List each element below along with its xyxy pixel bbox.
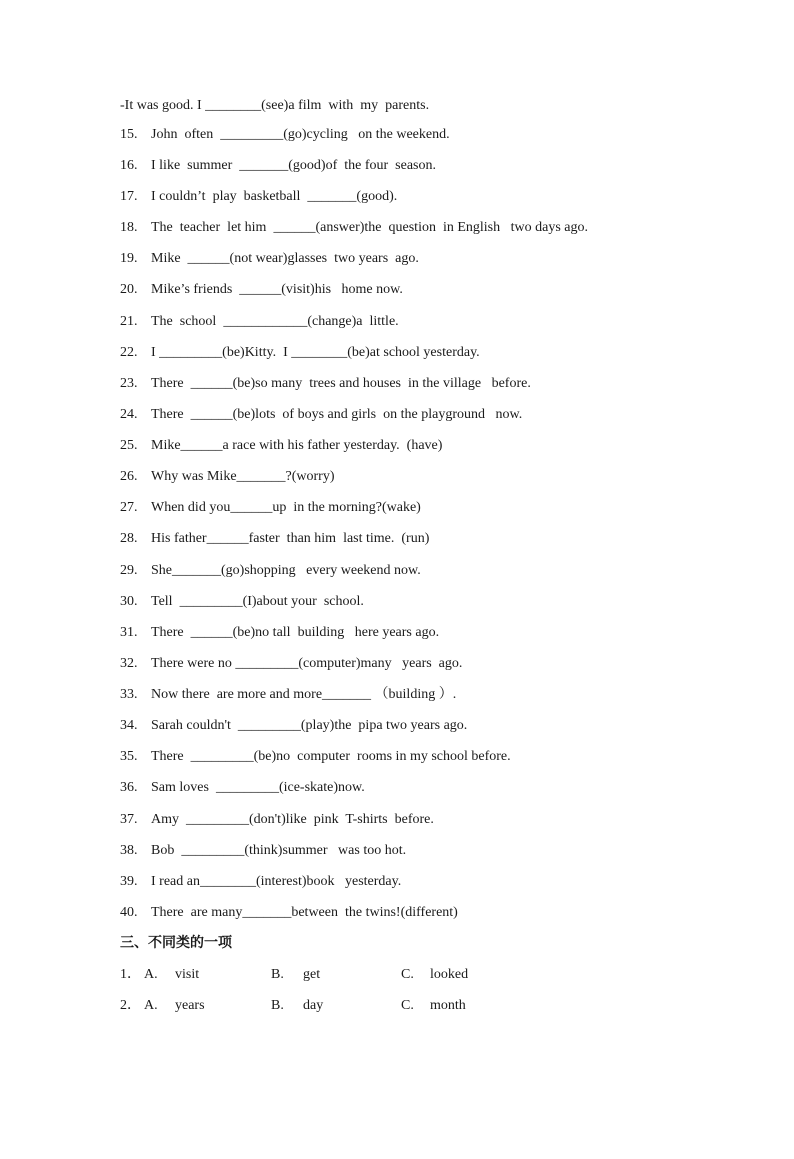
item-text: His father______faster than him last time. (run) xyxy=(151,531,430,546)
option-b-text: day xyxy=(303,998,324,1013)
item-text: There are many_______between the twins!(different) xyxy=(151,905,458,920)
item-text: John often _________(go)cycling on the weekend. xyxy=(151,127,450,142)
item-text: Why was Mike_______?(worry) xyxy=(151,469,335,484)
option-b-text: get xyxy=(303,967,321,982)
option-c-label: C. xyxy=(401,967,414,982)
item-text: Bob _________(think)summer was too hot. xyxy=(151,843,407,858)
exercise-item-25 xyxy=(120,437,442,455)
section-title: 三、不同类的一项 xyxy=(120,935,232,951)
exercise-item-19 xyxy=(120,250,419,268)
item-number: 30. xyxy=(120,594,138,609)
exercise-item-24 xyxy=(120,406,522,424)
exercise-item-33 xyxy=(120,686,456,704)
exercise-item-29 xyxy=(120,562,421,580)
exercise-item-37 xyxy=(120,811,434,829)
exercise-item-21 xyxy=(120,313,399,331)
item-number: 16. xyxy=(120,158,138,173)
exercise-item-17 xyxy=(120,188,397,206)
exercise-item-34 xyxy=(120,717,467,735)
option-a-text: visit xyxy=(175,967,200,982)
item-text: There ______(be)so many trees and houses in the village before. xyxy=(151,376,531,391)
option-c-label: C. xyxy=(401,998,414,1013)
exercise-item-23 xyxy=(120,375,531,393)
item-text: I couldn’t play basketball _______(good). xyxy=(151,189,398,204)
exercise-item-31 xyxy=(120,624,439,642)
item-text: Sam loves _________(ice-skate)now. xyxy=(151,780,365,795)
item-number: 23. xyxy=(120,376,138,391)
exercise-item-27 xyxy=(120,499,421,517)
item-text: I _________(be)Kitty. I ________(be)at school yesterday. xyxy=(151,345,480,360)
intro-line: -It was good. I ________(see)a film with my parents. xyxy=(120,98,430,113)
item-number: 33. xyxy=(120,687,138,702)
item-number: 21. xyxy=(120,314,138,329)
exercise-item-26 xyxy=(120,468,335,486)
item-text: I read an________(interest)book yesterday. xyxy=(151,874,402,889)
item-text: Amy _________(don't)like pink T-shirts before. xyxy=(151,812,434,827)
item-number: 39. xyxy=(120,874,138,889)
item-number: 15. xyxy=(120,127,138,142)
item-text: There ______(be)no tall building here years ago. xyxy=(151,625,440,640)
question-number: 1． xyxy=(120,967,141,982)
item-number: 17. xyxy=(120,189,138,204)
item-number: 34. xyxy=(120,718,138,733)
exercise-item-22 xyxy=(120,344,480,362)
option-c-text: month xyxy=(430,998,466,1013)
item-number: 35. xyxy=(120,749,138,764)
item-text: There _________(be)no computer rooms in my school before. xyxy=(151,749,511,764)
item-number: 37. xyxy=(120,812,138,827)
item-text: Now there are more and more_______ （building ）. xyxy=(151,687,457,702)
exercise-item-36 xyxy=(120,779,365,797)
item-number: 24. xyxy=(120,407,138,422)
item-number: 27. xyxy=(120,500,138,515)
item-text: The teacher let him ______(answer)the question in English two days ago. xyxy=(151,220,589,235)
item-number: 28. xyxy=(120,531,138,546)
item-number: 18. xyxy=(120,220,138,235)
exercise-item-39 xyxy=(120,873,401,891)
option-a-label: A. xyxy=(144,998,158,1013)
exercise-item-28 xyxy=(120,530,429,548)
item-number: 19. xyxy=(120,251,138,266)
option-a-label: A. xyxy=(144,967,158,982)
exercise-item-20 xyxy=(120,281,403,299)
option-c-text: looked xyxy=(430,967,469,982)
question-number: 2． xyxy=(120,998,141,1013)
choice-question-2 xyxy=(120,997,466,1159)
exercise-item-16 xyxy=(120,157,436,175)
item-text: Mike______a race with his father yesterday. (have) xyxy=(151,438,443,453)
item-number: 25. xyxy=(120,438,138,453)
item-number: 22. xyxy=(120,345,138,360)
item-number: 29. xyxy=(120,563,138,578)
exercise-item-40 xyxy=(120,904,458,922)
item-text: Mike ______(not wear)glasses two years ago. xyxy=(151,251,419,266)
item-number: 40. xyxy=(120,905,138,920)
exercise-item-15 xyxy=(120,126,450,144)
item-number: 31. xyxy=(120,625,138,640)
exercise-item-38 xyxy=(120,842,406,860)
exercise-item-32 xyxy=(120,655,462,673)
exercise-item-30 xyxy=(120,593,364,611)
exercise-item-35 xyxy=(120,748,511,766)
item-text: Mike’s friends ______(visit)his home now. xyxy=(151,282,403,297)
option-b-label: B. xyxy=(271,998,284,1013)
item-text: There were no _________(computer)many years ago. xyxy=(151,656,463,671)
item-text: Tell _________(I)about your school. xyxy=(151,594,364,609)
item-text: The school ____________(change)a little. xyxy=(151,314,399,329)
option-a-text: years xyxy=(175,998,205,1013)
item-number: 38. xyxy=(120,843,138,858)
item-number: 20. xyxy=(120,282,138,297)
option-b-label: B. xyxy=(271,967,284,982)
item-text: There ______(be)lots of boys and girls on the playground now. xyxy=(151,407,523,422)
item-text: Sarah couldn't _________(play)the pipa two years ago. xyxy=(151,718,468,733)
item-number: 26. xyxy=(120,469,138,484)
item-text: When did you______up in the morning?(wake) xyxy=(151,500,421,515)
item-text: She_______(go)shopping every weekend now. xyxy=(151,563,421,578)
item-text: I like summer _______(good)of the four season. xyxy=(151,158,436,173)
item-number: 36. xyxy=(120,780,138,795)
exercise-item-18 xyxy=(120,219,588,237)
item-number: 32. xyxy=(120,656,138,671)
